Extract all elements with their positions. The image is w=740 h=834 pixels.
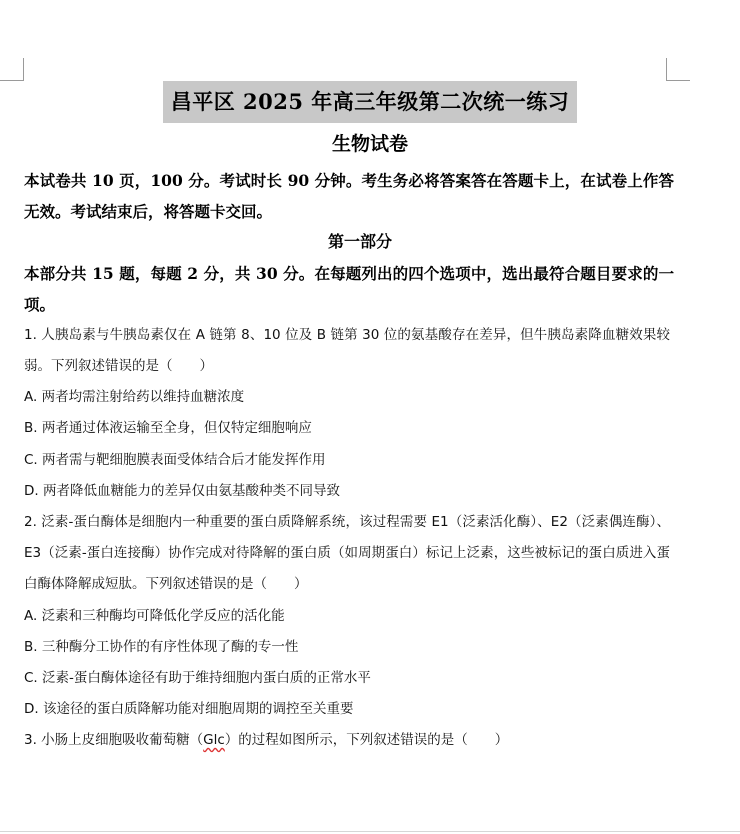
question-2-stem[interactable]: 2. 泛素-蛋白酶体是细胞内一种重要的蛋白质降解系统，该过程需要 E1（泛素活化酶）、E2（泛素偶连酶）、E3（泛素-蛋白连接酶）协作完成对待降解的蛋白质（如周期蛋白）标记上泛素，这些被标记的蛋白质进入蛋白酶体降解成短肽。下列叙述错误的是（ ） bbox=[24, 514, 670, 592]
title-container bbox=[0, 81, 740, 123]
question-2-option-d[interactable]: D. 该途径的蛋白质降解功能对细胞周期的调控至关重要 bbox=[24, 701, 354, 717]
question-1-option-c[interactable]: C. 两者需与靶细胞膜表面受体结合后才能发挥作用 bbox=[24, 452, 326, 468]
page-bottom-edge bbox=[0, 831, 740, 832]
section-instructions[interactable]: 本部分共 15 题，每题 2 分，共 30 分。在每题列出的四个选项中，选出最符合题目要求的一项。 bbox=[24, 264, 674, 314]
question-1-stem[interactable]: 1. 人胰岛素与牛胰岛素仅在 A 链第 8、10 位及 B 链第 30 位的氨基酸存在差异，但牛胰岛素降血糖效果较弱。下列叙述错误的是（ ） bbox=[24, 327, 670, 374]
question-2-option-c[interactable]: C. 泛素-蛋白酶体途径有助于维持细胞内蛋白质的正常水平 bbox=[24, 670, 371, 686]
crop-mark-right-v bbox=[666, 58, 667, 80]
exam-instructions[interactable]: 本试卷共 10 页，100 分。考试时长 90 分钟。考生务必将答案答在答题卡上，在试卷上作答无效。考试结束后，将答题卡交回。 bbox=[24, 171, 674, 221]
question-2-option-b[interactable]: B. 三种酶分工协作的有序性体现了酶的专一性 bbox=[24, 639, 299, 655]
question-3-stem[interactable] bbox=[24, 725, 670, 756]
section-heading[interactable]: 第一部分 bbox=[327, 232, 392, 251]
question-1-option-b[interactable]: B. 两者通过体液运输至全身，但仅特定细胞响应 bbox=[24, 420, 312, 436]
page-subtitle[interactable]: 生物试卷 bbox=[331, 133, 408, 155]
question-1-option-d[interactable]: D. 两者降低血糖能力的差异仅由氨基酸种类不同导致 bbox=[24, 483, 340, 499]
page-title[interactable]: 昌平区 2025 年高三年级第二次统一练习 bbox=[163, 81, 578, 123]
question-3-stem-start: 3. 小肠上皮细胞吸收葡萄糖（ bbox=[24, 732, 204, 748]
crop-mark-left-v bbox=[23, 58, 24, 80]
question-3-stem-end: ）的过程如图所示，下列叙述错误的是（ ） bbox=[224, 732, 509, 748]
spellcheck-marked-word[interactable]: Glc bbox=[203, 732, 225, 748]
question-1-option-a[interactable]: A. 两者均需注射给药以维持血糖浓度 bbox=[24, 389, 245, 405]
question-2-option-a[interactable]: A. 泛素和三种酶均可降低化学反应的活化能 bbox=[24, 608, 285, 624]
